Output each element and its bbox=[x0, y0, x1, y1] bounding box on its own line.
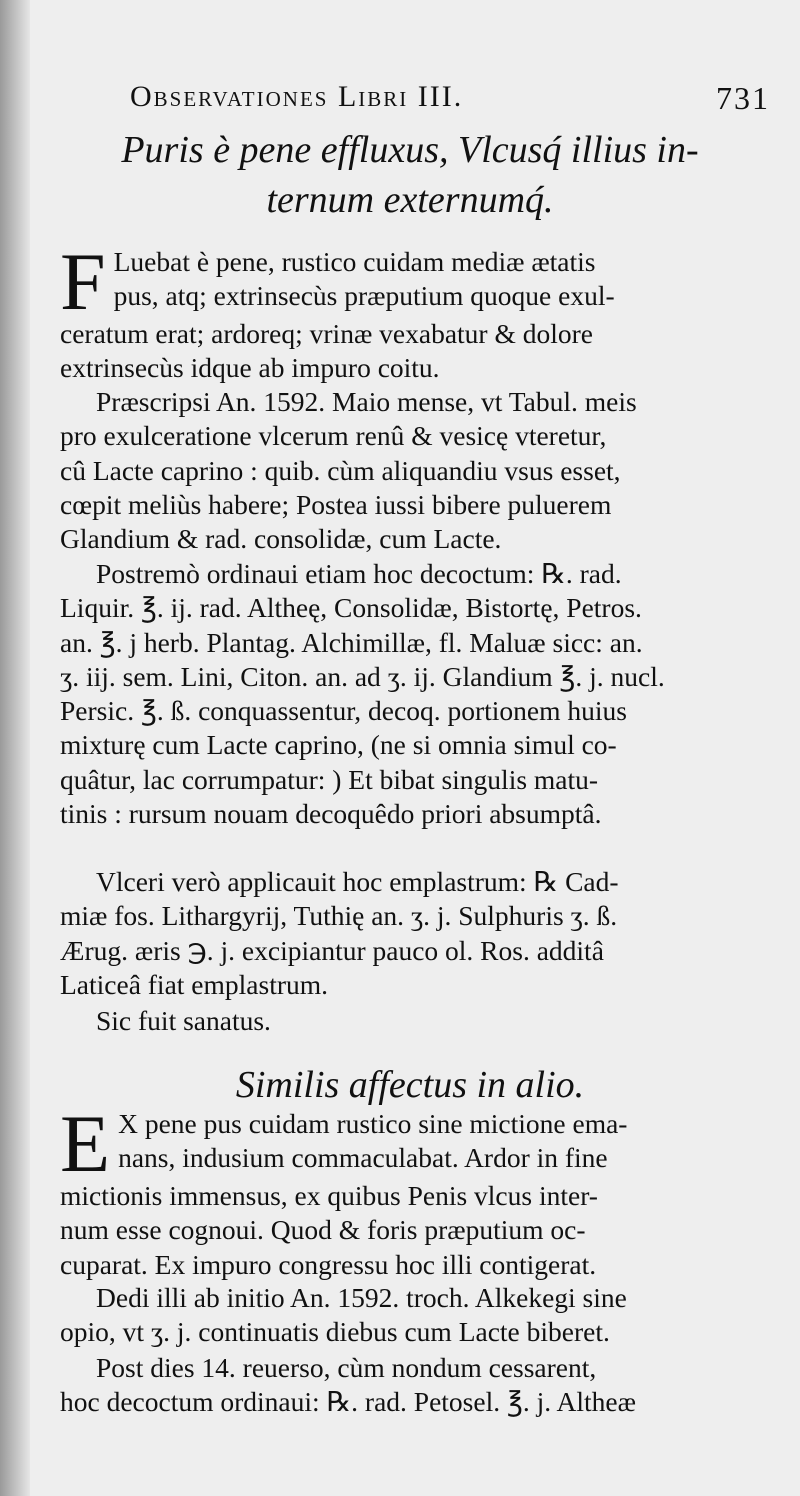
drop-cap-e: E bbox=[60, 1098, 111, 1189]
running-header bbox=[130, 80, 770, 120]
text-line: mixturę cum Lacte caprino, (ne si omnia simul co- bbox=[60, 729, 617, 761]
text-line: ʒ. iij. sem. Lini, Citon. an. ad ʒ. ij. Glandium ℥. j. nucl. bbox=[60, 660, 665, 692]
text-line: nans, indusium commaculabat. Ardor in fine bbox=[118, 1142, 608, 1174]
text-line: hoc decoctum ordinaui: ℞. rad. Petosel. ℥. j. Altheæ bbox=[60, 1386, 636, 1418]
text-line: Dedi illi ab initio An. 1592. troch. Alkekegi sine bbox=[96, 1282, 627, 1313]
text-line: Luebat è pene, rustico cuidam mediæ ætatis bbox=[113, 246, 596, 277]
text-line: Præscripsi An. 1592. Maio mense, vt Tabul. meis bbox=[96, 386, 637, 417]
text-line: Post dies 14. reuerso, cùm nondum cessarent, bbox=[96, 1352, 597, 1383]
paragraph-8 bbox=[60, 1351, 772, 1420]
paragraph-7 bbox=[60, 1281, 772, 1350]
paragraph-5 bbox=[60, 1004, 772, 1038]
text-line: Sic fuit sanatus. bbox=[96, 1005, 271, 1036]
text-line: an. ℥. j herb. Plantag. Alchimillæ, fl. Maluæ sicc: an. bbox=[60, 626, 643, 658]
text-line: pus, atq; extrinsecùs præputium quoque exul- bbox=[113, 280, 615, 312]
text-line: Ærug. æris ℈. j. excipiantur pauco ol. Ros. additâ bbox=[60, 934, 604, 966]
text-line: cuparat. Ex impuro congressu hoc illi contigerat. bbox=[60, 1248, 597, 1280]
text-line: Vlceri verò applicauit hoc emplastrum: ℞ Cad- bbox=[96, 866, 619, 897]
text-line: pro exulceratione vlcerum renû & vesicę vteretur, bbox=[60, 420, 607, 452]
text-line: num esse cognoui. Quod & foris præputium oc- bbox=[60, 1214, 586, 1246]
text-line: tinis : rursum nouam decoquêdo priori absumptâ. bbox=[60, 798, 602, 830]
text-line: cû Lacte caprino : quib. cùm aliquandiu vsus esset, bbox=[60, 454, 621, 486]
text-line: quâtur, lac corrumpatur: ) Et bibat singulis matu- bbox=[60, 763, 599, 795]
section-title-line-1: Puris è pene effluxus, Vlcusq́ illius in- bbox=[121, 129, 699, 171]
paragraph-3 bbox=[60, 557, 772, 831]
paragraph-2 bbox=[60, 385, 772, 556]
text-line: ceratum erat; ardoreq; vrinæ vexabatur & dolore bbox=[60, 318, 593, 349]
text-line: mictionis immensus, ex quibus Penis vlcus inter- bbox=[60, 1180, 598, 1211]
section-title-line-2: ternum externumq́. bbox=[266, 179, 554, 221]
paragraph-1 bbox=[60, 236, 772, 386]
text-line: Glandium & rad. consolidæ, cum Lacte. bbox=[60, 523, 502, 555]
text-line: Liquir. ℥. ij. rad. Altheę, Consolidæ, Bistortę, Petros. bbox=[60, 592, 642, 624]
text-line: X pene pus cuidam rustico sine mictione ema- bbox=[118, 1108, 628, 1139]
text-line: miæ fos. Lithargyrij, Tuthię an. ʒ. j. Sulphuris ʒ. ß. bbox=[60, 900, 618, 932]
text-line: opio, vt ʒ. j. continuatis diebus cum Lacte biberet. bbox=[60, 1316, 610, 1348]
text-line: Laticeâ fiat emplastrum. bbox=[60, 968, 329, 1000]
text-line: extrinsecùs idque ab impuro coitu. bbox=[60, 352, 440, 384]
running-title: Observationes Libri III. bbox=[130, 80, 464, 113]
paragraph-4 bbox=[60, 865, 772, 1002]
page-gutter-shadow bbox=[0, 0, 30, 1496]
page-number: 731 bbox=[716, 80, 770, 116]
section-title bbox=[60, 125, 760, 225]
paragraph-6 bbox=[60, 1098, 772, 1282]
text-line: cœpit meliùs habere; Postea iussi bibere puluerem bbox=[60, 488, 612, 520]
text-line: Postremò ordinaui etiam hoc decoctum: ℞. rad. bbox=[96, 558, 622, 589]
drop-cap-f: F bbox=[60, 236, 106, 327]
text-line: Persic. ℥. ß. conquassentur, decoq. portionem huius bbox=[60, 695, 627, 727]
subsection-title: Similis affectus in alio. bbox=[235, 1064, 585, 1106]
